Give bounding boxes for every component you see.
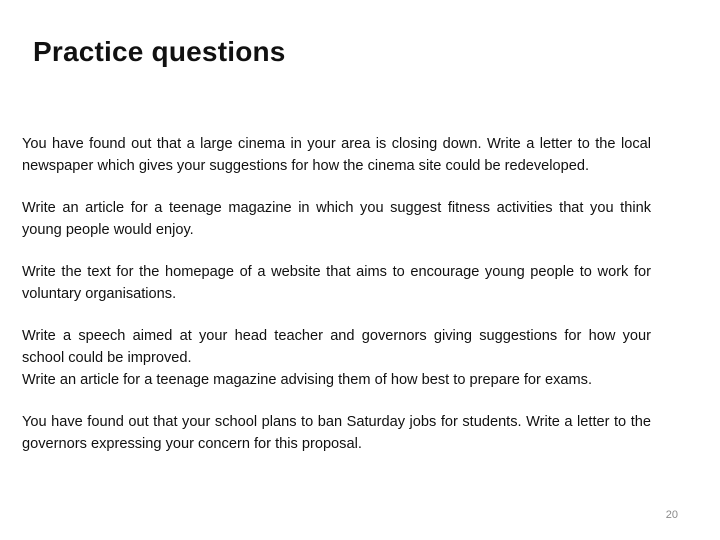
slide-number: 20 [665, 509, 678, 521]
question-volunteer-homepage: Write the text for the homepage of a website that aims to encourage young people to work for voluntary organisations. [22, 264, 651, 302]
question-school-speech: Write a speech aimed at your head teacher and governors giving suggestions for how your school could be improved. [22, 328, 651, 366]
question-cinema-letter: You have found out that a large cinema in your area is closing down. Write a letter to the local newspaper which gives your suggestions for how the cinema site could be redeveloped. [22, 136, 651, 174]
question-saturday-jobs-letter: You have found out that your school plans to ban Saturday jobs for students. Write a letter to the governors expressing your concern for this proposal. [22, 414, 651, 452]
question-exam-article: Write an article for a teenage magazine advising them of how best to prepare for exams. [22, 372, 592, 388]
question-fitness-article: Write an article for a teenage magazine in which you suggest fitness activities that you think young people would enjoy. [22, 200, 651, 238]
slide-title: Practice questions [33, 36, 286, 67]
questions-list [22, 133, 651, 455]
